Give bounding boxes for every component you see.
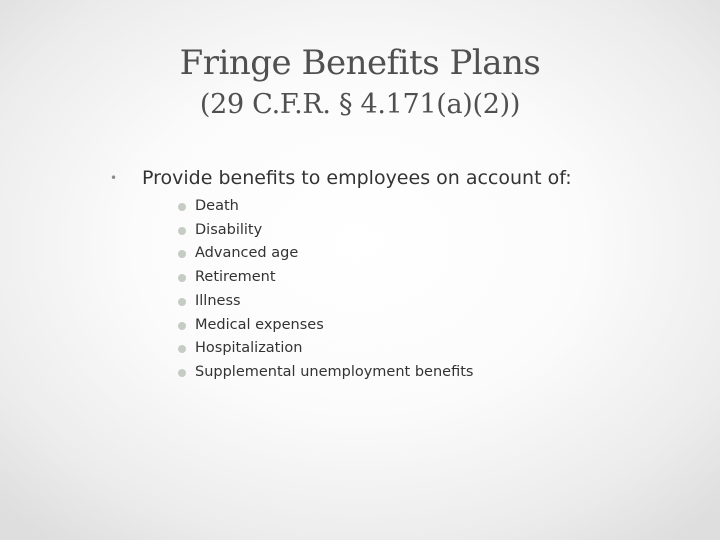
bullet-circle-icon [178,298,186,306]
list-item-text: Hospitalization [195,340,303,357]
list-item [175,361,690,385]
title-block [0,40,720,124]
list-item-text: Illness [195,292,241,309]
slide-body [110,165,690,385]
list-item-text: Retirement [195,269,276,286]
main-bullet-text: Provide benefits to employees on account of: [142,167,572,189]
bullet-circle-icon [178,369,186,377]
list-item-text: Death [195,198,239,214]
bullet-circle-icon [178,345,186,353]
slide-subtitle: (29 C.F.R. § 4.171(a)(2)) [199,89,521,120]
main-bullet-point [110,165,690,191]
list-item [175,195,690,219]
bullet-circle-icon [178,274,186,282]
list-item [175,266,690,290]
list-item [175,290,690,314]
list-item-text: Supplemental unemployment benefits [195,363,474,380]
bullet-circle-icon [178,227,186,235]
list-item-text: Advanced age [195,245,299,262]
benefit-list [110,195,690,385]
list-item-text: Disability [195,221,263,238]
bullet-circle-icon [178,322,186,330]
list-item-text: Medical expenses [195,316,324,333]
list-item [175,242,690,266]
bullet-dot-icon: • [110,171,118,185]
bullet-circle-icon [178,203,186,211]
slide-title: Fringe Benefits Plans [179,43,541,83]
bullet-circle-icon [178,250,186,258]
list-item [175,314,690,338]
list-item [175,219,690,243]
list-item [175,337,690,361]
